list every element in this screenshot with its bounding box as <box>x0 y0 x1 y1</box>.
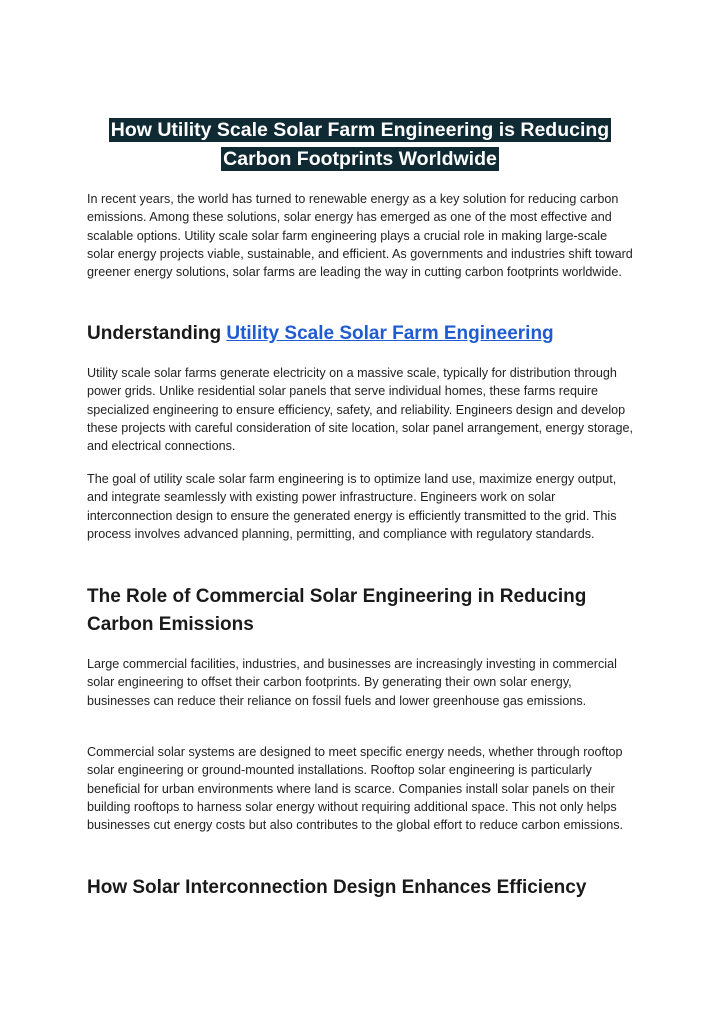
section-commercial-p1-block <box>87 655 635 710</box>
section-commercial-p2-block <box>87 743 635 834</box>
paragraph: The goal of utility scale solar farm engineering is to optimize land use, maximize energy output, and integrate seamlessly with existing power infrastructure. Engineers work on solar interconnection design to ensure the generated energy is efficiently transmitted to the grid. This process involves advanced planning, permitting, and compliance with regulatory standards. <box>87 472 617 541</box>
section-understanding-p1-block <box>87 364 635 455</box>
intro-paragraph: In recent years, the world has turned to renewable energy as a key solution for reducing carbon emissions. Among these solutions, solar energy has emerged as one of the most effective and scalable options. Utility scale solar farm engineering plays a crucial role in making large-scale solar energy projects viable, sustainable, and efficient. As governments and industries shift toward greener energy solutions, solar farms are leading the way in cutting carbon footprints worldwide. <box>87 192 633 280</box>
section-understanding-heading-block <box>87 320 635 348</box>
paragraph: Commercial solar systems are designed to meet specific energy needs, whether through rooftop solar engineering or ground-mounted installations. Rooftop solar engineering is particularly beneficial for urban environments where land is scarce. Companies install solar panels on their building rooftops to harness solar energy without requiring additional space. This not only helps businesses cut energy costs but also contributes to the global effort to reduce carbon emissions. <box>87 745 624 833</box>
heading-prefix: Understanding <box>87 323 227 344</box>
section-heading-understanding <box>87 320 635 348</box>
section-heading-commercial: The Role of Commercial Solar Engineering in Reducing Carbon Emissions <box>87 586 587 635</box>
title-line-1: How Utility Scale Solar Farm Engineering is Reducing <box>110 119 610 141</box>
document-title <box>60 116 660 174</box>
title-line-2: Carbon Footprints Worldwide <box>223 148 497 170</box>
section-interconnection-heading-block <box>87 874 635 902</box>
intro-block <box>87 190 635 281</box>
section-understanding-p2-block <box>87 470 635 543</box>
utility-scale-solar-link[interactable]: Utility Scale Solar Farm Engineering <box>226 323 554 344</box>
paragraph: Utility scale solar farms generate electricity on a massive scale, typically for distribution through power grids. Unlike residential solar panels that serve individual homes, these farms require specialized engineering to ensure efficiency, safety, and reliability. Engineers design and develop these projects with careful consideration of site location, solar panel arrangement, energy storage, and electrical connections. <box>87 366 634 454</box>
paragraph: Large commercial facilities, industries, and businesses are increasingly investing in commercial solar engineering to offset their carbon footprints. By generating their own solar energy, businesses can reduce their reliance on fossil fuels and lower greenhouse gas emissions. <box>87 657 617 708</box>
section-commercial-heading-block <box>87 583 635 639</box>
section-heading-interconnection: How Solar Interconnection Design Enhances Efficiency <box>87 877 587 898</box>
